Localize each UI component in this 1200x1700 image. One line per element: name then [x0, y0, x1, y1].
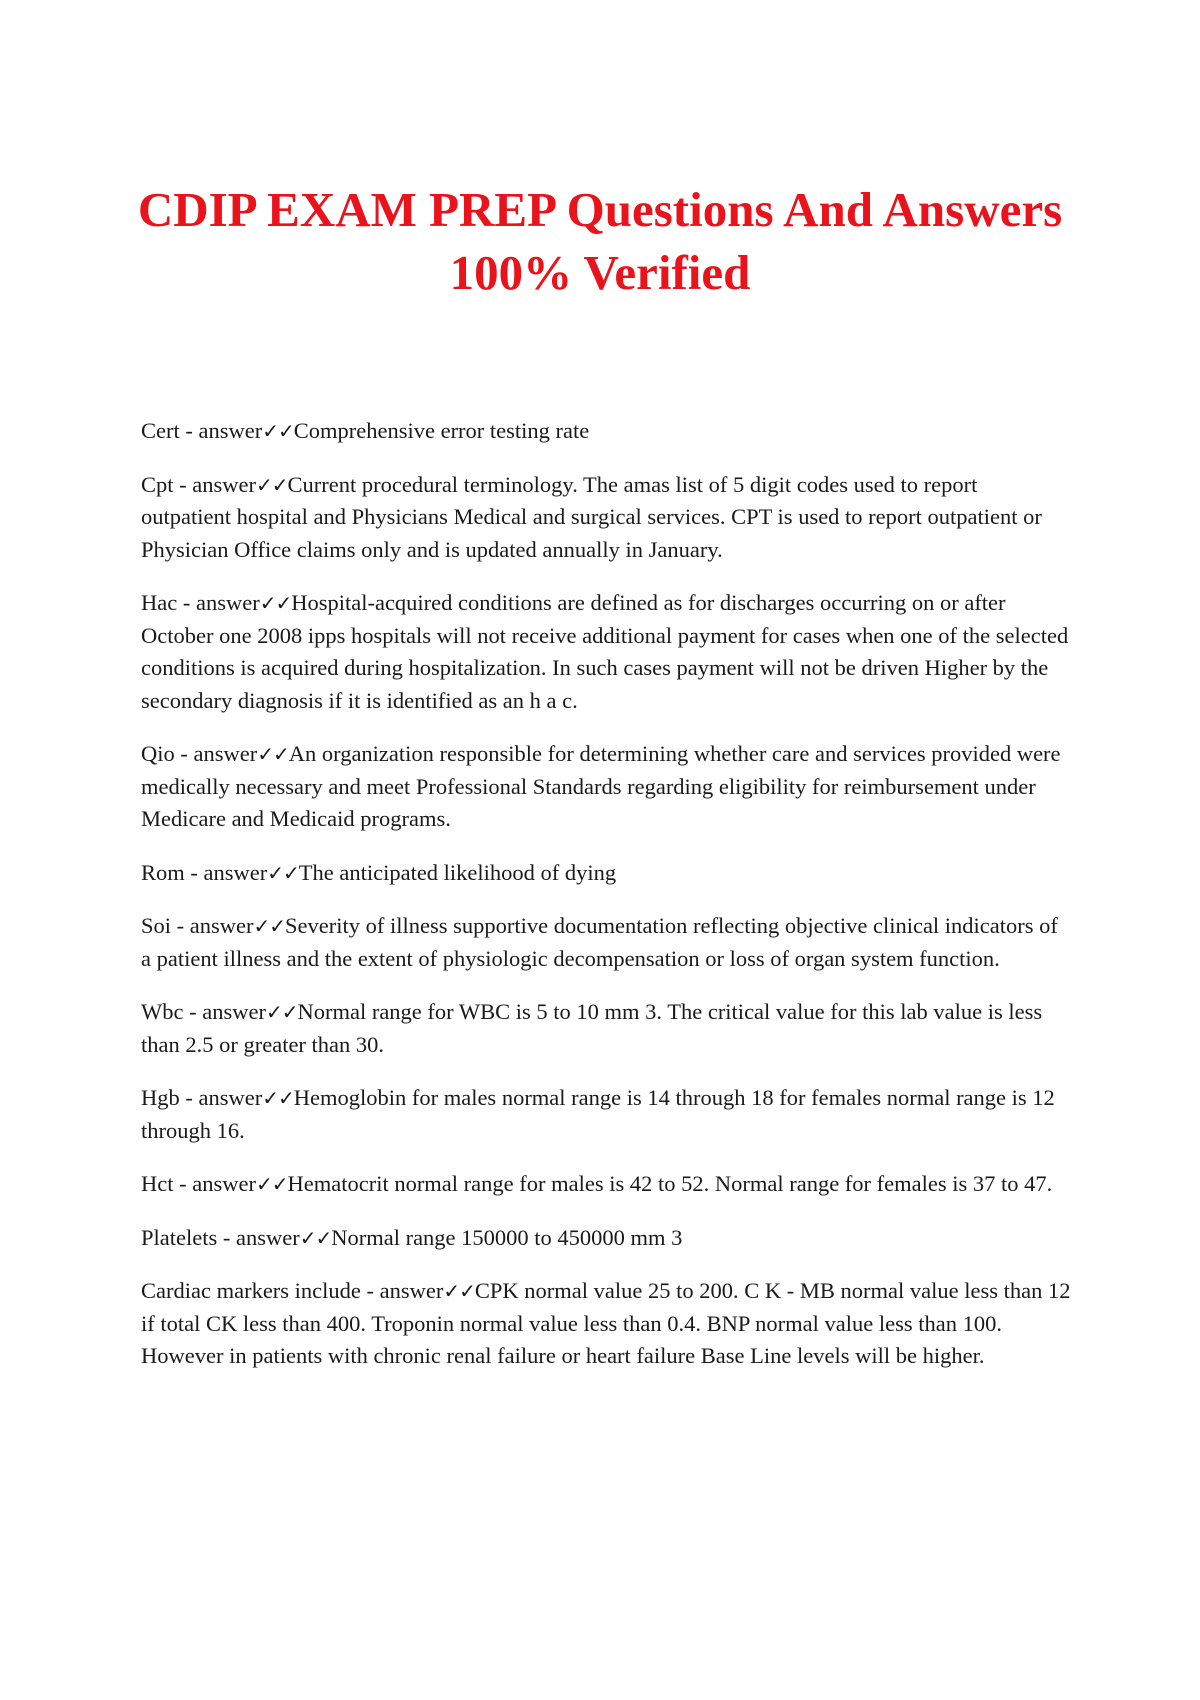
qa-term: Soi	[141, 913, 172, 938]
double-check-icon: ✓✓	[255, 1172, 288, 1196]
qa-item-rom	[141, 857, 1071, 890]
qa-term: Hac	[141, 590, 178, 615]
qa-term: Cpt	[141, 471, 174, 497]
qa-term: Cardiac markers include	[141, 1278, 361, 1303]
qa-term: Cert	[141, 418, 180, 443]
double-check-icon: ✓✓	[262, 419, 294, 443]
answer-separator: - answer	[183, 999, 266, 1024]
qa-term: Wbc	[141, 999, 184, 1024]
double-check-icon: ✓✓	[443, 1279, 475, 1303]
qa-answer: Current procedural terminology. The amas list of 5 digit codes used to report outpatient hospital and Physicians Medical and surgical services. CPT is used to report outpatient or Physician Office claims only and is updated annually in January.	[141, 471, 1042, 562]
qa-item-hgb	[141, 1082, 1071, 1147]
answer-separator: - answer	[360, 1278, 444, 1303]
qa-item-cert	[141, 415, 1071, 448]
qa-answer: An organization responsible for determining whether care and services provided were medically necessary and meet Professional Standards regarding eligibility for reimbursement under Medicare and Medicaid programs.	[141, 741, 1061, 831]
qa-item-soi	[141, 910, 1071, 975]
qa-answer: The anticipated likelihood of dying	[298, 859, 617, 885]
answer-separator: - answer	[173, 1171, 256, 1196]
qa-item-hac	[141, 587, 1071, 717]
qa-answer: Severity of illness supportive documentation reflecting objective clinical indicators of a patient illness and the extent of physiologic decompensation or loss of organ system function.	[141, 913, 1058, 971]
qa-list	[141, 415, 1071, 1394]
qa-term: Hgb	[141, 1085, 180, 1110]
qa-answer: Normal range 150000 to 450000 mm 3	[331, 1224, 683, 1250]
answer-separator: - answer	[173, 471, 256, 497]
title-line-2: 100% Verified	[449, 245, 751, 300]
title-line-1: CDIP EXAM PREP Questions And Answers	[137, 182, 1063, 237]
answer-separator: - answer	[184, 859, 268, 885]
double-check-icon: ✓✓	[262, 1086, 294, 1110]
qa-answer: Hemoglobin for males normal range is 14 through 18 for females normal range is 12 through 16.	[141, 1085, 1055, 1143]
qa-answer: Hematocrit normal range for males is 42 to 52. Normal range for females is 37 to 47.	[287, 1171, 1053, 1196]
answer-separator: - answer	[179, 1085, 263, 1110]
double-check-icon: ✓✓	[299, 1225, 332, 1250]
qa-answer: Normal range for WBC is 5 to 10 mm 3. The critical value for this lab value is less than 2.5 or greater than 30.	[141, 999, 1043, 1057]
double-check-icon: ✓✓	[259, 591, 292, 615]
qa-term: Rom	[141, 859, 185, 885]
qa-item-hct	[141, 1168, 1071, 1201]
double-check-icon: ✓✓	[265, 1000, 298, 1024]
answer-separator: - answer	[174, 741, 258, 766]
qa-item-platelets	[141, 1222, 1071, 1255]
double-check-icon: ✓✓	[267, 860, 299, 885]
answer-separator: - answer	[177, 590, 260, 615]
double-check-icon: ✓✓	[257, 742, 289, 766]
qa-answer: Hospital-acquired conditions are defined as for discharges occurring on or after October one 2008 ipps hospitals will not receive additional payment for cases when one of the selected conditions is acquired during hospitalization. In such cases payment will not be driven Higher by the secondary diagnosis if it is identified as an h a c.	[141, 590, 1069, 713]
double-check-icon: ✓✓	[255, 472, 288, 497]
qa-item-cpt	[141, 469, 1071, 567]
qa-answer: CPK normal value 25 to 200. C K - MB normal value less than 12 if total CK less than 400. Troponin normal value less than 0.4. BNP normal value less than 100. However in patients with chronic renal failure or heart failure Base Line levels will be higher.	[141, 1278, 1071, 1368]
answer-separator: - answer	[179, 418, 263, 443]
qa-term: Platelets	[141, 1224, 218, 1250]
qa-item-wbc	[141, 996, 1071, 1061]
qa-item-qio	[141, 738, 1071, 836]
qa-item-cardiac-markers	[141, 1275, 1071, 1373]
double-check-icon: ✓✓	[253, 914, 285, 938]
document-title	[100, 178, 1100, 304]
answer-separator: - answer	[171, 913, 254, 938]
answer-separator: - answer	[217, 1224, 300, 1250]
qa-answer: Comprehensive error testing rate	[293, 418, 590, 443]
qa-term: Qio	[141, 741, 175, 766]
qa-term: Hct	[141, 1171, 174, 1196]
